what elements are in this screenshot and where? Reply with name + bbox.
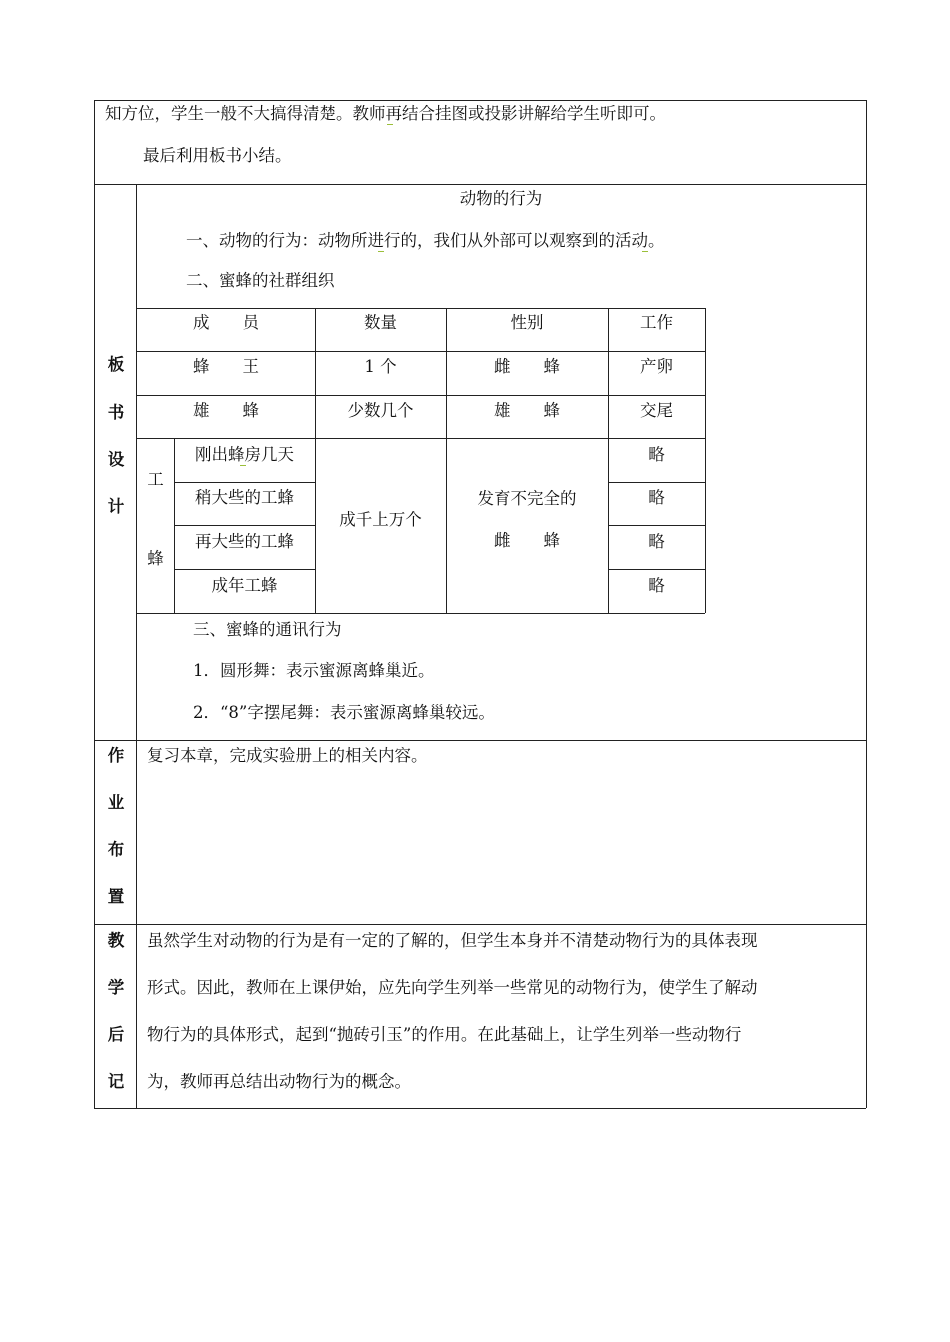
section-label-char: 教: [107, 931, 125, 950]
inner-table-col-line: [315, 308, 316, 613]
table-cell-job: 交尾: [640, 401, 673, 420]
section-label-char: 书: [107, 403, 125, 422]
worker-job-cell: 略: [648, 445, 665, 464]
board-item-3: 三、蜜蜂的通讯行为: [193, 620, 342, 639]
inner-table-row-line: [137, 438, 705, 439]
inner-table-col-line: [446, 308, 447, 613]
table-cell-member: 蜂 王: [193, 357, 259, 376]
table-divider-1: [94, 184, 866, 185]
section-label-char: 置: [107, 887, 125, 906]
board-item-1: 一、动物的行为：动物所进行的，我们从外部可以观察到的活动。: [186, 231, 665, 250]
homework-text: 复习本章，完成实验册上的相关内容。: [147, 746, 428, 765]
table-header-member: 成 员: [193, 313, 259, 332]
edit-mark: [387, 121, 393, 125]
edit-mark: [240, 462, 246, 466]
worker-job-cell: 略: [648, 488, 665, 507]
edit-mark: [378, 248, 384, 252]
inner-table-row-line: [608, 569, 705, 570]
board-title: 动物的行为: [459, 189, 543, 208]
worker-sex-line-1: 发育不完全的: [477, 489, 577, 508]
worker-job-cell: 略: [648, 532, 665, 551]
inner-table-row-line: [174, 569, 315, 570]
inner-table-row-line: [608, 482, 705, 483]
section-label-char: 作: [107, 746, 125, 765]
section-label-char: 业: [107, 793, 125, 812]
section-label-char: 设: [107, 450, 125, 469]
section-label-char: 后: [107, 1025, 125, 1044]
inner-table-border-right: [705, 308, 706, 613]
worker-stage-cell: 刚出蜂房几天: [195, 445, 294, 464]
worker-stage-cell: 稍大些的工蜂: [195, 488, 294, 507]
inner-table-row-line: [174, 482, 315, 483]
table-cell-count: 少数几个: [347, 401, 414, 420]
inner-table-border-top: [137, 308, 705, 309]
section-label-char: 板: [107, 355, 125, 374]
worker-group-label-char: 工: [147, 470, 164, 489]
edit-mark: [642, 248, 648, 252]
table-header-sex: 性别: [510, 313, 544, 332]
section-label-char: 布: [107, 840, 125, 859]
inner-table-row-line: [174, 525, 315, 526]
reflection-line-4: 为，教师再总结出动物行为的概念。: [147, 1072, 411, 1091]
table-border-bottom: [94, 1108, 866, 1109]
table-divider-3: [94, 924, 866, 925]
board-item-2: 二、蜜蜂的社群组织: [186, 271, 335, 290]
table-border-top: [94, 100, 866, 101]
inner-table-row-line: [137, 395, 705, 396]
board-item-3-2: 2．“8”字摆尾舞：表示蜜源离蜂巢较远。: [193, 703, 495, 722]
table-border-left: [94, 100, 95, 1108]
inner-table-row-line: [608, 525, 705, 526]
top-text-line-2: 最后利用板书小结。: [143, 146, 292, 165]
table-cell-member: 雄 蜂: [193, 401, 259, 420]
table-cell-job: 产卵: [640, 357, 673, 376]
worker-group-label-char: 蜂: [147, 549, 164, 568]
table-cell-sex: 雄 蜂: [494, 401, 560, 420]
table-divider-2: [94, 740, 866, 741]
table-cell-count: 1 个: [364, 357, 397, 376]
section-label-char: 计: [107, 497, 125, 516]
reflection-line-2: 形式。因此，教师在上课伊始，应先向学生列举一些常见的动物行为，使学生了解动: [147, 978, 758, 997]
board-item-3-1: 1．圆形舞：表示蜜源离蜂巢近。: [193, 661, 435, 680]
reflection-line-3: 物行为的具体形式，起到“抛砖引玉”的作用。在此基础上，让学生列举一些动物行: [147, 1025, 742, 1044]
section-label-char: 记: [107, 1072, 125, 1091]
worker-stage-cell: 再大些的工蜂: [195, 532, 294, 551]
reflection-line-1: 虽然学生对动物的行为是有一定的了解的，但学生本身并不清楚动物行为的具体表现: [147, 931, 758, 950]
table-header-count: 数量: [364, 313, 397, 332]
inner-table-border-bottom: [137, 613, 705, 614]
worker-sex-line-2: 雌 蜂: [494, 531, 560, 550]
table-header-job: 工作: [640, 313, 673, 332]
inner-table-row-line: [137, 351, 705, 352]
worker-stage-cell: 成年工蜂: [211, 576, 278, 595]
section-label-char: 学: [107, 978, 125, 997]
worker-job-cell: 略: [648, 576, 665, 595]
worker-count-cell: 成千上万个: [339, 510, 422, 529]
table-cell-sex: 雌 蜂: [494, 357, 560, 376]
table-border-right: [866, 100, 867, 1108]
top-text-line-1: 知方位，学生一般不大搞得清楚。教师再结合挂图或投影讲解给学生听即可。: [105, 104, 666, 123]
